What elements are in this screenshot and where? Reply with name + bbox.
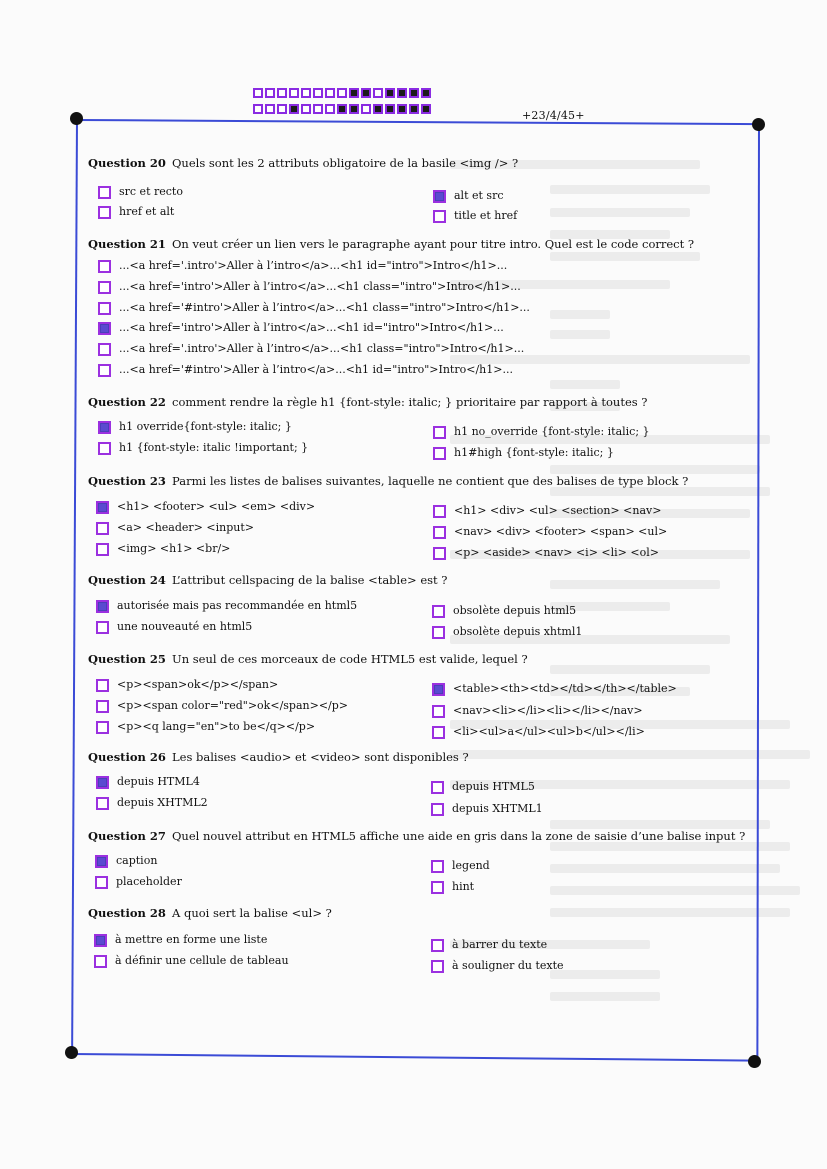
checkbox-empty[interactable] (431, 881, 444, 894)
code-cell (385, 88, 395, 98)
page-id: +23/4/45+ (522, 109, 585, 122)
question-number: Question 21 (88, 237, 166, 251)
checkbox-empty[interactable] (98, 186, 111, 199)
question-header (88, 749, 748, 765)
answer-label: depuis HTML5 (452, 780, 535, 793)
answer-label: <a> <header> <input> (117, 521, 254, 534)
question-number: Question 26 (88, 750, 166, 764)
answer-choice[interactable] (432, 625, 582, 639)
answer-choice[interactable] (433, 525, 667, 539)
code-cell (325, 104, 335, 114)
question-23 (88, 473, 748, 489)
answer-label: src et recto (119, 185, 183, 198)
question-26 (88, 749, 748, 765)
answer-label: <nav><li></li><li></li></nav> (453, 704, 643, 717)
answer-label: une nouveauté en html5 (117, 620, 253, 633)
question-header (88, 473, 748, 489)
answer-choice[interactable] (95, 854, 157, 868)
answer-label: à souligner du texte (452, 959, 564, 972)
answer-choice[interactable] (432, 725, 645, 739)
answer-choice[interactable] (431, 859, 490, 873)
question-number: Question 28 (88, 906, 166, 920)
answer-choice[interactable] (98, 205, 174, 219)
checkbox-empty[interactable] (431, 803, 444, 816)
answer-choice[interactable] (432, 704, 643, 718)
frame-bottom-edge (71, 1053, 755, 1061)
answer-label: autorisée mais pas recommandée en html5 (117, 599, 358, 612)
checkbox-empty[interactable] (432, 626, 445, 639)
answer-label: depuis XHTML2 (117, 796, 208, 809)
checkbox-empty[interactable] (96, 679, 109, 692)
answer-label: ...<a href='intro'>Aller à l’intro</a>...<h1 class="intro">Intro</h1>... (119, 280, 521, 293)
answer-label: à définir une cellule de tableau (115, 954, 289, 967)
answer-label: depuis XHTML1 (452, 802, 543, 815)
checkbox-checked[interactable] (95, 855, 108, 868)
code-cell (337, 104, 347, 114)
question-number: Question 20 (88, 156, 166, 170)
answer-choice[interactable] (96, 542, 230, 556)
frame-left-edge (71, 119, 77, 1053)
question-number: Question 27 (88, 829, 166, 843)
question-text: On veut créer un lien vers le paragraphe ayant pour titre intro. Quel est le code correct ? (172, 237, 695, 251)
question-number: Question 23 (88, 474, 166, 488)
answer-label: <p><q lang="en">to be</q></p> (117, 720, 316, 733)
checkbox-empty[interactable] (431, 960, 444, 973)
frame-top-edge (77, 119, 759, 125)
question-text: Un seul de ces morceaux de code HTML5 est valide, lequel ? (172, 652, 528, 666)
question-header (88, 155, 748, 171)
question-25 (88, 651, 748, 667)
question-22 (88, 394, 748, 410)
answer-label: à mettre en forme une liste (115, 933, 268, 946)
corner-mark-bottom-right (748, 1055, 761, 1068)
checkbox-empty[interactable] (432, 705, 445, 718)
answer-label: <p> <aside> <nav> <i> <li> <ol> (454, 546, 659, 559)
answer-label: <li><ul>a</ul><ul>b</ul></li> (453, 725, 645, 738)
answer-label: h1 override{font-style: italic; } (119, 420, 292, 433)
answer-choice[interactable] (96, 796, 208, 810)
answer-choice[interactable] (96, 678, 278, 692)
answer-label: <nav> <div> <footer> <span> <ul> (454, 525, 668, 538)
answer-label: alt et src (454, 189, 504, 202)
question-number: Question 25 (88, 652, 166, 666)
corner-mark-top-left (70, 112, 83, 125)
checkbox-empty[interactable] (95, 876, 108, 889)
answer-choice[interactable] (98, 441, 308, 455)
answer-label: title et href (454, 209, 518, 222)
checkbox-checked[interactable] (94, 934, 107, 947)
question-number: Question 24 (88, 573, 166, 587)
checkbox-empty[interactable] (431, 860, 444, 873)
checkbox-empty[interactable] (431, 781, 444, 794)
question-text: comment rendre la règle h1 {font-style: italic; } prioritaire par rapport à toutes ? (172, 395, 648, 409)
checkbox-empty[interactable] (96, 621, 109, 634)
answer-label: depuis HTML4 (117, 775, 200, 788)
code-cell (277, 88, 287, 98)
answer-label: placeholder (116, 875, 182, 888)
code-cell (409, 104, 419, 114)
question-text: Quels sont les 2 attributs obligatoire de la basile <img /> ? (172, 156, 519, 170)
code-cell (301, 88, 311, 98)
frame-right-edge (756, 124, 759, 1062)
checkbox-empty[interactable] (94, 955, 107, 968)
checkbox-empty[interactable] (98, 302, 111, 315)
checkbox-checked[interactable] (433, 190, 446, 203)
answer-label: <table><th><td></td></th></table> (453, 682, 677, 695)
question-number: Question 22 (88, 395, 166, 409)
question-27 (88, 828, 748, 844)
checkbox-checked[interactable] (98, 322, 111, 335)
code-cell (253, 104, 263, 114)
answer-choice[interactable] (431, 880, 474, 894)
answer-label: h1 no_override {font-style: italic; } (454, 425, 650, 438)
answer-choice[interactable] (98, 363, 513, 377)
code-cell (349, 88, 359, 98)
checkbox-empty[interactable] (98, 206, 111, 219)
answer-choice[interactable] (433, 446, 614, 460)
answer-choice[interactable] (431, 780, 535, 794)
checkbox-checked[interactable] (98, 421, 111, 434)
question-header (88, 572, 748, 588)
answer-choice[interactable] (95, 875, 182, 889)
answer-choice[interactable] (96, 720, 315, 734)
answer-label: ...<a href='.intro'>Aller à l’intro</a>...<h1 id="intro">Intro</h1>... (119, 259, 508, 272)
answer-choice[interactable] (96, 699, 348, 713)
checkbox-empty[interactable] (433, 547, 446, 560)
answer-choice[interactable] (431, 938, 547, 952)
code-cell (313, 104, 323, 114)
answer-choice[interactable] (98, 321, 504, 335)
answer-choice[interactable] (432, 604, 576, 618)
code-cell (253, 88, 263, 98)
checkbox-empty[interactable] (432, 605, 445, 618)
question-header (88, 394, 748, 410)
question-text: A quoi sert la balise <ul> ? (172, 906, 332, 920)
checkbox-empty[interactable] (433, 526, 446, 539)
answer-choice[interactable] (433, 504, 661, 518)
code-cell (289, 104, 299, 114)
code-cell (385, 104, 395, 114)
answer-label: caption (116, 854, 158, 867)
answer-choice[interactable] (96, 521, 254, 535)
code-cell (313, 88, 323, 98)
checkbox-empty[interactable] (96, 721, 109, 734)
answer-label: <h1> <footer> <ul> <em> <div> (117, 500, 316, 513)
answer-choice[interactable] (96, 500, 315, 514)
code-cell (277, 104, 287, 114)
answer-choice[interactable] (96, 620, 252, 634)
corner-mark-bottom-left (65, 1046, 78, 1059)
answer-choice[interactable] (431, 802, 543, 816)
answer-choice[interactable] (433, 209, 517, 223)
checkbox-checked[interactable] (432, 683, 445, 696)
question-header (88, 828, 748, 844)
answer-label: ...<a href='intro'>Aller à l’intro</a>...<h1 id="intro">Intro</h1>... (119, 321, 504, 334)
answer-choice[interactable] (96, 775, 200, 789)
code-cell (397, 88, 407, 98)
checkbox-empty[interactable] (433, 447, 446, 460)
checkbox-empty[interactable] (96, 700, 109, 713)
question-header (88, 905, 748, 921)
checkbox-empty[interactable] (433, 426, 446, 439)
answer-choice[interactable] (98, 301, 530, 315)
question-text: Quel nouvel attribut en HTML5 affiche une aide en gris dans la zone de saisie d’une balise input ? (172, 829, 746, 843)
answer-label: <p><span>ok</p></span> (117, 678, 279, 691)
question-text: Les balises <audio> et <video> sont disponibles ? (172, 750, 469, 764)
code-cell (373, 104, 383, 114)
answer-choice[interactable] (98, 259, 507, 273)
answer-choice[interactable] (433, 425, 650, 439)
answer-label: <p><span color="red">ok</span></p> (117, 699, 348, 712)
checkbox-empty[interactable] (98, 364, 111, 377)
answer-label: ...<a href='.intro'>Aller à l’intro</a>...<h1 class="intro">Intro</h1>... (119, 342, 525, 355)
answer-label: <h1> <div> <ul> <section> <nav> (454, 504, 662, 517)
code-cell (373, 88, 383, 98)
checkbox-empty[interactable] (433, 505, 446, 518)
answer-label: obsolète depuis xhtml1 (453, 625, 583, 638)
answer-choice[interactable] (98, 342, 524, 356)
checkbox-checked[interactable] (96, 600, 109, 613)
answer-choice[interactable] (94, 954, 289, 968)
question-24 (88, 572, 748, 588)
answer-label: h1 {font-style: italic !important; } (119, 441, 309, 454)
question-header (88, 236, 748, 252)
code-cell (325, 88, 335, 98)
code-bar-row (253, 88, 431, 98)
checkbox-empty[interactable] (96, 522, 109, 535)
code-cell (289, 88, 299, 98)
answer-choice[interactable] (433, 189, 503, 203)
answer-choice[interactable] (98, 280, 521, 294)
answer-choice[interactable] (98, 185, 183, 199)
code-cell (409, 88, 419, 98)
answer-label: obsolète depuis html5 (453, 604, 577, 617)
question-20 (88, 155, 748, 171)
answer-label: h1#high {font-style: italic; } (454, 446, 614, 459)
question-header (88, 651, 748, 667)
code-cell (421, 104, 431, 114)
answer-label: legend (452, 859, 490, 872)
code-cell (361, 104, 371, 114)
code-cell (265, 104, 275, 114)
checkbox-empty[interactable] (98, 343, 111, 356)
answer-label: à barrer du texte (452, 938, 548, 951)
corner-mark-top-right (752, 118, 765, 131)
code-cell (397, 104, 407, 114)
code-cell (265, 88, 275, 98)
answer-label: ...<a href='#intro'>Aller à l’intro</a>...<h1 id="intro">Intro</h1>... (119, 363, 513, 376)
answer-label: ...<a href='#intro'>Aller à l’intro</a>...<h1 class="intro">Intro</h1>... (119, 301, 530, 314)
question-28 (88, 905, 748, 921)
question-text: L’attribut cellspacing de la balise <table> est ? (172, 573, 448, 587)
checkbox-empty[interactable] (98, 442, 111, 455)
answer-choice[interactable] (94, 933, 267, 947)
checkbox-empty[interactable] (432, 726, 445, 739)
code-cell (349, 104, 359, 114)
code-cell (337, 88, 347, 98)
answer-label: href et alt (119, 205, 175, 218)
question-21 (88, 236, 748, 252)
code-cell (361, 88, 371, 98)
checkbox-empty[interactable] (96, 543, 109, 556)
answer-choice[interactable] (432, 682, 677, 696)
answer-choice[interactable] (98, 420, 292, 434)
checkbox-empty[interactable] (96, 797, 109, 810)
question-text: Parmi les listes de balises suivantes, laquelle ne contient que des balises de type block ? (172, 474, 689, 488)
code-cell (421, 88, 431, 98)
answer-choice[interactable] (433, 546, 659, 560)
checkbox-empty[interactable] (431, 939, 444, 952)
code-bar-row (253, 104, 431, 114)
checkbox-empty[interactable] (433, 210, 446, 223)
checkbox-empty[interactable] (98, 281, 111, 294)
checkbox-empty[interactable] (98, 260, 111, 273)
code-cell (301, 104, 311, 114)
answer-choice[interactable] (96, 599, 357, 613)
checkbox-checked[interactable] (96, 501, 109, 514)
answer-choice[interactable] (431, 959, 564, 973)
checkbox-checked[interactable] (96, 776, 109, 789)
answer-label: <img> <h1> <br/> (117, 542, 231, 555)
answer-label: hint (452, 880, 475, 893)
